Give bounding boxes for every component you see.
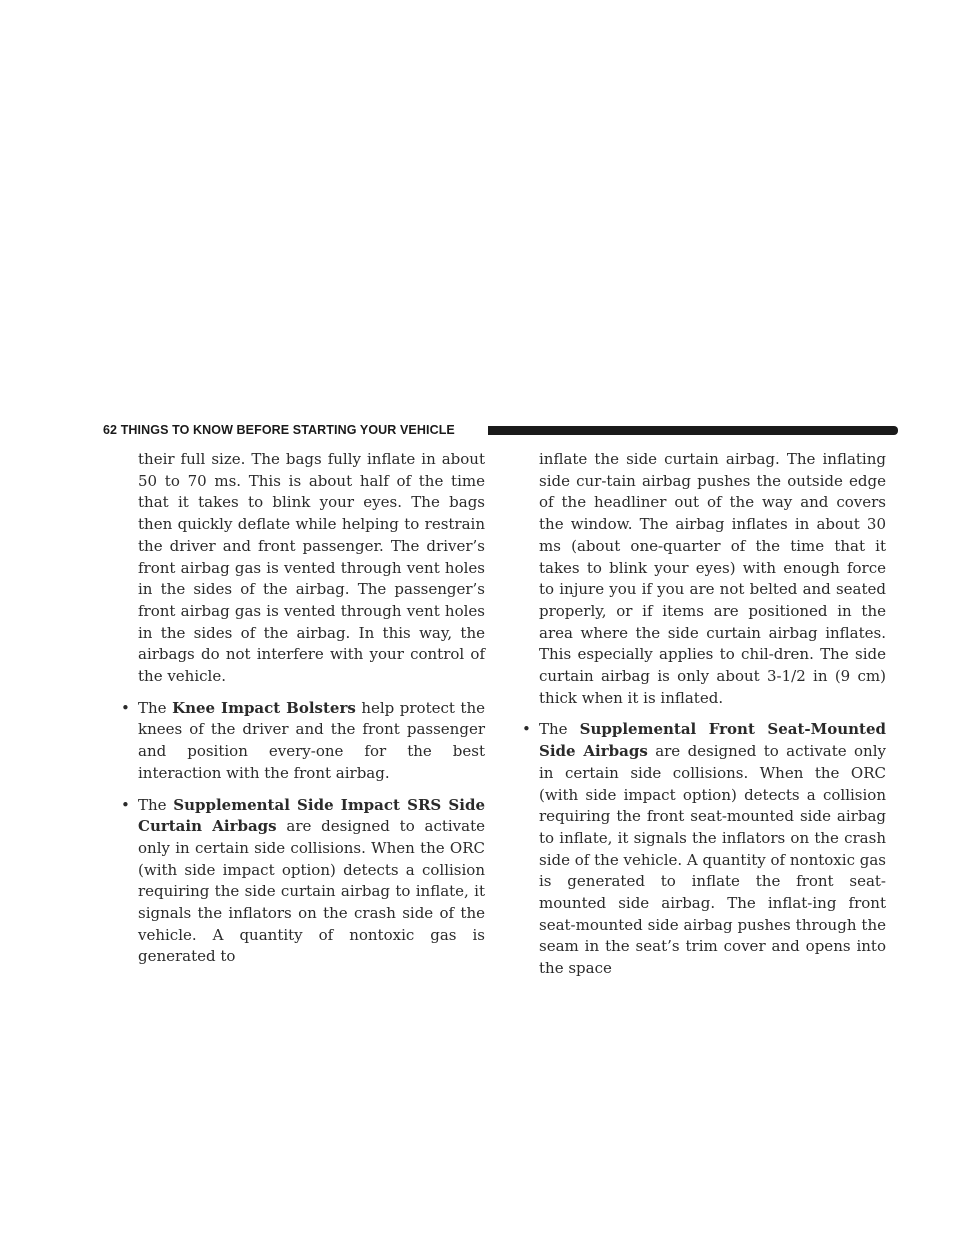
header-rule (488, 426, 898, 435)
page-number: 62 (103, 423, 118, 437)
bullet-term: Supplemental Front Seat-Mounted Side Airbags (539, 720, 887, 761)
bullet-knee-bolsters (121, 698, 485, 785)
bullet-marker: • (121, 795, 130, 814)
bullet-term: Knee Impact Bolsters (172, 698, 356, 717)
bullet-marker: • (121, 698, 130, 717)
bullet-side-curtain (121, 795, 485, 969)
continued-paragraph: inflate the side curtain airbag. The inflating side cur-tain airbag pushes the outside edge of the headliner out of the way and covers the window. The airbag inflates in about 30 ms (about one-quarter of the time that it takes to blink your eyes) with enough force to injure you if you are not belted and seated properly, or if items are positioned in the area where the side curtain airbag inflates. This especially applies to chil-dren. The side curtain airbag is only about 3-1/2 in (9 cm) thick when it is inflated. (539, 450, 886, 707)
header-text (103, 421, 455, 439)
bullet-marker: • (522, 720, 531, 739)
section-title: THINGS TO KNOW BEFORE STARTING YOUR VEHICLE (120, 423, 455, 437)
bullet-lead: The (138, 795, 174, 814)
left-column (121, 449, 485, 978)
bullet-seat-side-airbags (522, 719, 886, 979)
bullet-text: are designed to activate only in certain side collisions. When the ORC (with side impact option) detects a collision requiring the front seat-mounted side airbag to inflate, it signals the inflators on the crash side of the vehicle. A quantity of nontoxic gas is generated to inflate the front seat-mounted side airbag. The inflat-ing front seat-mounted side airbag pushes through the seam in the seat’s trim cover and opens into the space (539, 742, 886, 978)
bullet-text: are designed to activate only in certain side collisions. When the ORC (with side impact option) detects a collision requiring the side curtain airbag to inflate, it signals the inflators on the crash side of the vehicle. A quantity of nontoxic gas is generated to (138, 817, 486, 966)
bullet-term: Supplemental Side Impact SRS Side Curtain Airbags (138, 795, 485, 836)
page-header (103, 421, 898, 439)
bullet-text: help protect the knees of the driver and the front passenger and position every-one for the best interaction with the front airbag. (138, 698, 485, 782)
bullet-lead: The (539, 720, 580, 739)
right-column (522, 449, 886, 990)
bullet-lead: The (138, 698, 173, 717)
continued-paragraph: their full size. The bags fully inflate in about 50 to 70 ms. This is about half of the time that it takes to blink your eyes. The bags then quickly deflate while helping to restrain the driver and front passenger. The driver’s front airbag gas is vented through vent holes in the sides of the airbag. The passenger’s front airbag gas is vented through vent holes in the sides of the airbag. In this way, the airbags do not interfere with your control of the vehicle. (138, 450, 485, 686)
